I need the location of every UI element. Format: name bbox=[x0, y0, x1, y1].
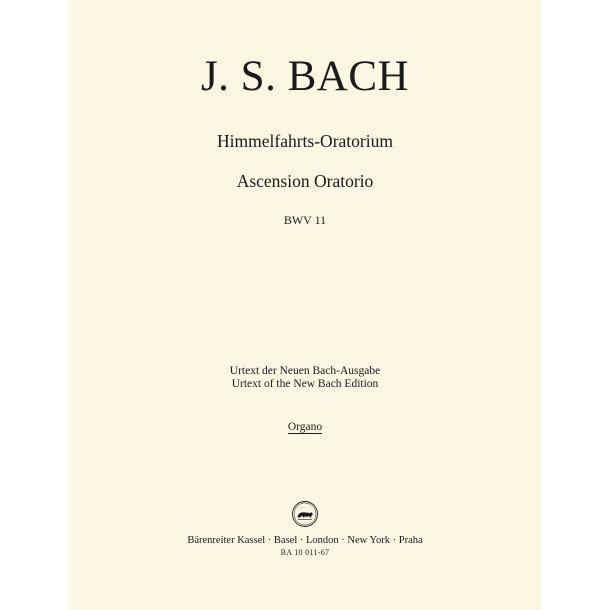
urtext-line-english: Urtext of the New Bach Edition bbox=[231, 378, 379, 390]
composer-name: J. S. BACH bbox=[200, 53, 410, 100]
edition-number: BA 10 011-67 bbox=[280, 548, 330, 557]
catalog-number: BWV 11 bbox=[283, 213, 327, 227]
publisher-line: Bärenreiter Kassel · Basel · London · New York · Praha bbox=[187, 535, 423, 546]
urtext-line-german: Urtext der Neuen Bach-Ausgabe bbox=[229, 365, 381, 377]
work-title-german: Himmelfahrts-Oratorium bbox=[217, 131, 393, 151]
baerenreiter-bear-logo-icon bbox=[291, 500, 319, 528]
work-title-english: Ascension Oratorio bbox=[236, 171, 374, 191]
part-name-label: Organo bbox=[287, 421, 323, 433]
cover-page bbox=[69, 0, 541, 610]
part-name bbox=[69, 420, 541, 434]
